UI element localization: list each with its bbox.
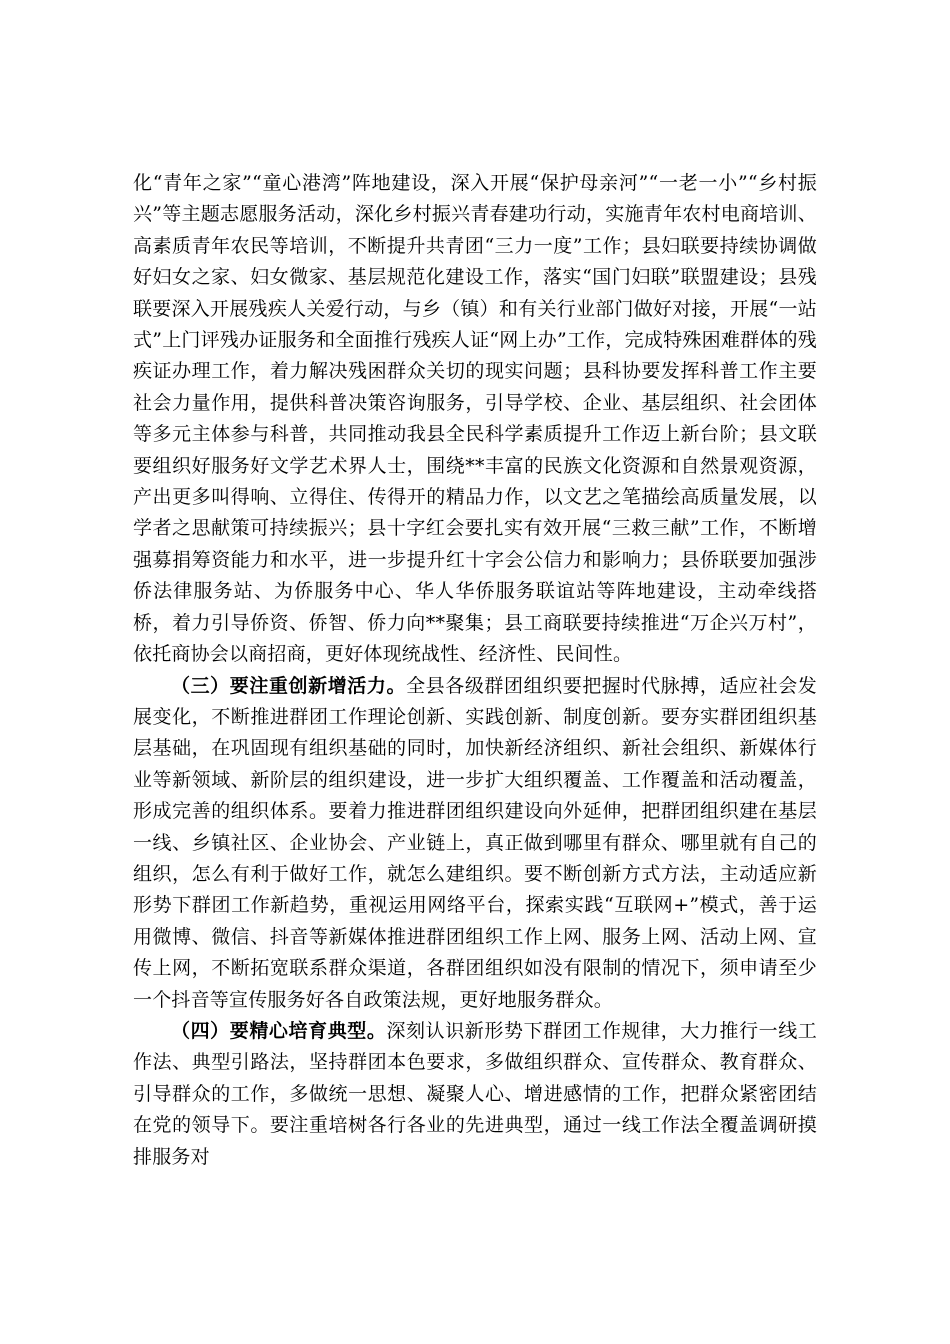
paragraph-continuation xyxy=(133,168,817,671)
section-heading-typical-models: （四）要精心培育典型。 xyxy=(171,1019,387,1042)
paragraph-innovation xyxy=(133,671,817,1016)
paragraph-typical-models xyxy=(133,1016,817,1173)
paragraph-text: 全县各级群团组织要把握时代脉搏，适应社会发展变化，不断推进群团工作理论创新、实践创新、制度创新。要夯实群团组织基层基础，在巩固现有组织基础的同时，加快新经济组织、新社会组织、新媒体行业等新领域、新阶层的组织建设，进一步扩大组织覆盖、工作覆盖和活动覆盖，形成完善的组织体系。要着力推进群团组织建设向外延伸，把群团组织建在基层一线、乡镇社区、企业协会、产业链上，真正做到哪里有群众、哪里就有自己的组织，怎么有利于做好工作，就怎么建组织。要不断创新方式方法，主动适应新形势下群团工作新趋势，重视运用网络平台，探索实践“互联网+”模式，善于运用微博、微信、抖音等新媒体推进群团组织工作上网、服务上网、活动上网、宣传上网，不断拓宽联系群众渠道，各群团组织如没有限制的情况下，须申请至少一个抖音等宣传服务好各自政策法规，更好地服务群众。 xyxy=(133,674,818,1011)
paragraph-text: 化“青年之家”“童心港湾”阵地建设，深入开展“保护母亲河”“一老一小”“乡村振兴”等主题志愿服务活动，深化乡村振兴青春建功行动，实施青年农村电商培训、高素质青年农民等培训，不断提升共青团“三力一度”工作；县妇联要持续协调做好妇女之家、妇女微家、基层规范化建设工作，落实“国门妇联”联盟建设；县残联要深入开展残疾人关爱行动，与乡（镇）和有关行业部门做好对接，开展“一站式”上门评残办证服务和全面推行残疾人证“网上办”工作，完成特殊困难群体的残疾证办理工作，着力解决残困群众关切的现实问题；县科协要发挥科普工作主要社会力量作用，提供科普决策咨询服务，引导学校、企业、基层组织、社会团体等多元主体参与科普，共同推动我县全民科学素质提升工作迈上新台阶；县文联要组织好服务好文学艺术界人士，围绕**丰富的民族文化资源和自然景观资源，产出更多叫得响、立得住、传得开的精品力作，以文艺之笔描绘高质量发展，以学者之思献策可持续振兴；县十字红会要扎实有效开展“三救三献”工作，不断增强募捐筹资能力和水平，进一步提升红十字会公信力和影响力；县侨联要加强涉侨法律服务站、为侨服务中心、华人华侨服务联谊站等阵地建设，主动牵线搭桥，着力引导侨资、侨智、侨力向**聚集；县工商联要持续推进“万企兴万村”，依托商协会以商招商，更好体现统战性、经济性、民间性。 xyxy=(133,172,817,666)
section-heading-innovation: （三）要注重创新增活力。 xyxy=(171,674,407,697)
document-body xyxy=(133,168,817,1173)
paragraph-text: 深刻认识新形势下群团工作规律，大力推行一线工作法、典型引路法，坚持群团本色要求，多做组织群众、宣传群众、教育群众、引导群众的工作，多做统一思想、凝聚人心、增进感情的工作，把群众紧密团结在党的领导下。要注重培树各行各业的先进典型，通过一线工作法全覆盖调研摸排服务对 xyxy=(133,1019,818,1168)
